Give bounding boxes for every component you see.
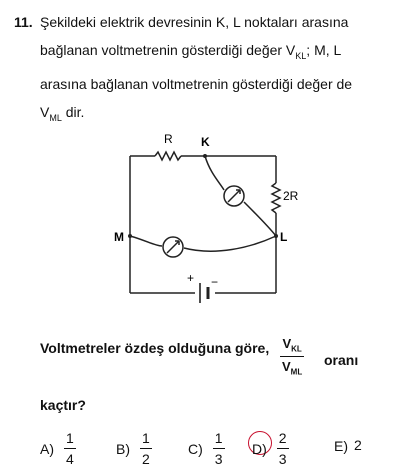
node-k: [203, 154, 207, 158]
option-e[interactable]: E) 2: [334, 437, 362, 455]
question-line-3: arasına bağlanan voltmetrenin gösterdiği değer de: [40, 75, 353, 92]
voltmeter-ml-wire-2: [184, 236, 276, 251]
question-line-4: $V_{ML}$ dir.: [40, 103, 85, 123]
option-a[interactable]: $A) \frac{1}{4}$: [40, 430, 76, 467]
option-d[interactable]: $D) \frac{2}{3}$: [252, 430, 289, 467]
question-text: [14, 8, 394, 132]
prompt-suffix: oranı: [324, 352, 359, 368]
option-c[interactable]: $C) \frac{1}{3}$: [188, 430, 225, 467]
battery-minus: −: [211, 275, 219, 289]
question-line-1: 11. Şekildeki elektrik devresinin K, L noktaları arasına: [14, 8, 394, 36]
option-b[interactable]: $B) \frac{1}{2}$: [116, 430, 152, 467]
battery: [200, 283, 208, 303]
ratio-fraction: $V_{KL}$ $V_{ML}$: [282, 336, 303, 377]
resistor-r: [155, 152, 181, 160]
label-2r: 2R: [283, 189, 299, 203]
node-l: [274, 234, 278, 238]
voltmeter-kl: [224, 186, 244, 206]
label-k: K: [201, 135, 210, 149]
prompt-question: kaçtır?: [40, 397, 86, 413]
circuit-diagram: [100, 128, 300, 303]
voltmeter-kl-wire-2: [244, 202, 276, 236]
voltmeter-kl-wire-1: [205, 156, 224, 190]
battery-plus: +: [187, 271, 195, 285]
prompt-text: Voltmetreler özdeş olduğuna göre,: [40, 340, 270, 356]
resistor-2r: [272, 183, 280, 213]
label-r: R: [164, 132, 173, 146]
question-line-2: bağlanan voltmetrenin gösterdiği değer $V_{KL}$; M, L: [40, 42, 342, 61]
voltmeter-ml: [163, 237, 183, 257]
voltmeter-ml-wire-1: [130, 236, 162, 246]
node-m: [128, 234, 132, 238]
label-l: L: [280, 230, 288, 244]
label-m: M: [114, 230, 124, 244]
question-number: 11.: [14, 14, 33, 30]
